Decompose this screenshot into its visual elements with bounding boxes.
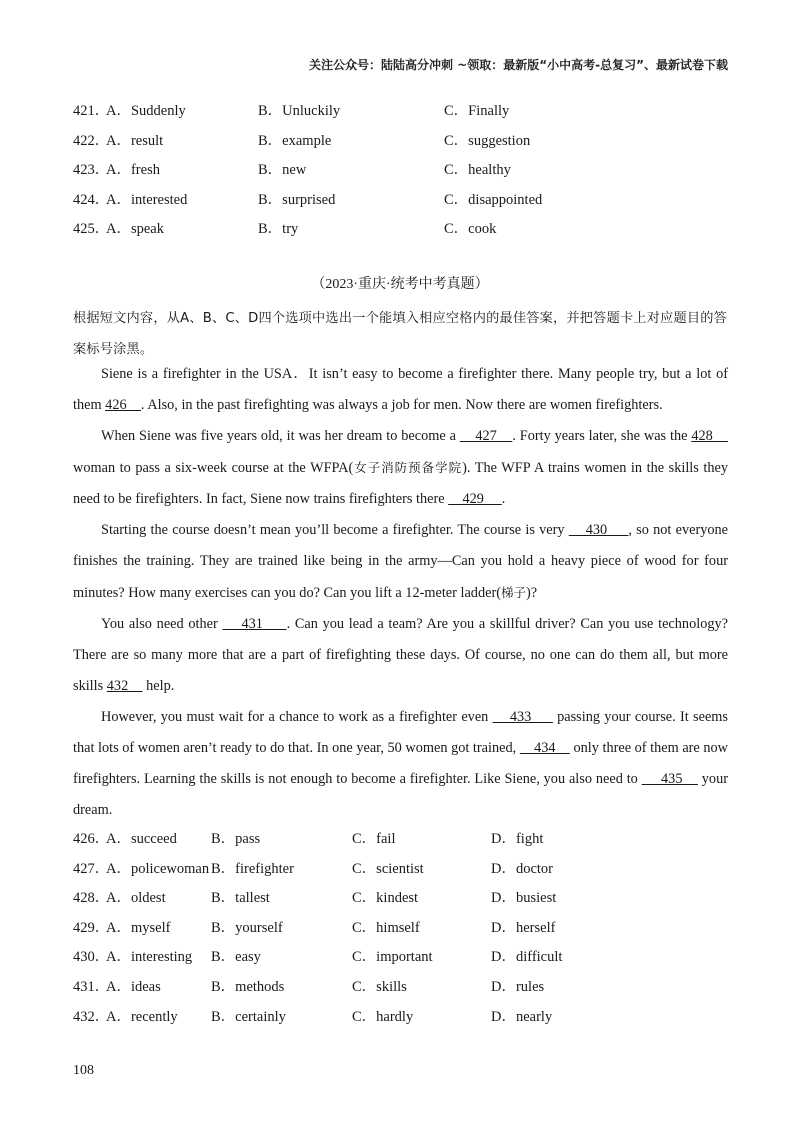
passage-text: You also need other: [101, 616, 223, 632]
option-a: A．Suddenly: [106, 103, 186, 119]
passage-text: passing your course. It seems that lots of women aren’t ready to do that. In one year, 50 women got trained,: [73, 709, 728, 756]
passage-text: Starting the course doesn’t mean you’ll become a firefighter. The course is very: [101, 522, 569, 538]
passage-text: help.: [142, 678, 175, 694]
option-d: D．nearly: [491, 1008, 553, 1025]
section-instructions: 根据短文内容，从A、B、C、D四个选项中选出一个能填入相应空格内的最佳答案，并把答题卡上对应题目的答案标号涂黑。: [73, 311, 728, 357]
passage-text: , so not everyone finishes the training. They are trained like being in the army—Can you hold a heavy piece of wood for four minutes? How many exercises can you do? Can you lift a 12-meter ladder(: [73, 522, 729, 601]
option-a: A．policewoman: [106, 860, 210, 877]
passage-text: only three of them are now firefighters. Learning the skills is not enough to become a firefighter. Like Siene, you also need to: [73, 740, 728, 787]
option-a: A．result: [106, 132, 164, 149]
question-number: 428．: [73, 890, 110, 907]
option-a: A．myself: [106, 919, 171, 936]
option-c: C．disappointed: [444, 191, 543, 208]
option-d: D．difficult: [491, 949, 563, 966]
option-c: C．hardly: [352, 1008, 414, 1025]
blank-426: 426: [105, 397, 141, 413]
option-b: B．methods: [211, 978, 285, 995]
option-c: C．Finally: [444, 103, 510, 119]
option-d: D．rules: [491, 978, 545, 995]
question-number: 422．: [73, 132, 110, 149]
passage-paragraph-3: [73, 515, 728, 609]
option-a: A．speak: [106, 221, 164, 238]
option-d: D．busiest: [491, 890, 557, 907]
blank-427: 427: [459, 428, 513, 444]
question-number: 430．: [73, 949, 110, 966]
passage-text: However, you must wait for a chance to work as a firefighter even: [101, 709, 493, 725]
option-b: B．certainly: [211, 1008, 286, 1025]
question-number: 429．: [73, 919, 110, 936]
passage-text: woman to pass a six-week course at the WFPA(: [73, 460, 354, 476]
passage-text: your dream.: [73, 771, 728, 818]
blank-431: 431: [222, 616, 287, 632]
option-c: C．himself: [352, 919, 420, 936]
passage-text: )?: [526, 585, 538, 601]
passage-paragraph-4: [73, 609, 728, 702]
passage-paragraph-5: [73, 702, 728, 826]
blank-430: 430: [568, 522, 629, 538]
question-number: 426．: [73, 831, 110, 847]
option-a: A．recently: [106, 1008, 178, 1025]
passage-text: .: [501, 491, 506, 507]
page-number: 108: [73, 1063, 94, 1078]
option-a: A．interesting: [106, 949, 193, 966]
passage-text: . Can you lead a team? Are you a skillful driver? Can you use technology? There are so many more that are a part of firefighting these days. Of course, no one can do them all, but more skills: [73, 616, 728, 694]
passage-text: When Siene was five years old, it was her dream to become a: [101, 428, 460, 444]
option-d: D．herself: [491, 919, 556, 936]
question-number: 424．: [73, 191, 110, 208]
option-b: B．easy: [211, 949, 261, 966]
option-b: B．new: [258, 162, 307, 179]
blank-435: 435: [641, 771, 698, 787]
passage-paragraph-1: [73, 359, 728, 421]
option-c: C．healthy: [444, 162, 511, 179]
option-a: A．ideas: [106, 978, 161, 995]
option-a: A．interested: [106, 191, 188, 208]
option-c: C．suggestion: [444, 132, 531, 149]
passage-text: . Also, in the past firefighting was always a job for men. Now there are women firefighters.: [140, 397, 663, 413]
passage-text: Siene is a firefighter in the USA．It isn’t easy to become a firefighter there. Many people try, but a lot of them: [73, 366, 728, 413]
blank-428: 428: [691, 428, 728, 444]
option-c: C．skills: [352, 978, 407, 995]
question-number: 427．: [73, 860, 110, 877]
option-c: C．fail: [352, 831, 396, 847]
page-header: 关注公众号：陆陆高分冲刺 ~领取：最新版“小中高考-总复习”、最新试卷下载: [309, 58, 728, 72]
option-b: B．surprised: [258, 191, 336, 208]
question-number: 421．: [73, 103, 110, 119]
chinese-gloss: 梯子: [500, 585, 526, 600]
option-d: D．doctor: [491, 860, 554, 877]
question-number: 423．: [73, 162, 110, 179]
blank-432: 432: [106, 678, 143, 694]
section-title: （2023·重庆·统考中考真题）: [311, 277, 489, 292]
option-b: B．firefighter: [211, 860, 294, 877]
chinese-gloss: 女子消防预备学院: [353, 460, 463, 475]
option-b: B．pass: [211, 831, 261, 847]
option-d: D．fight: [491, 831, 544, 847]
option-a: A．oldest: [106, 890, 166, 907]
option-b: B．example: [258, 132, 332, 149]
question-number: 425．: [73, 221, 110, 238]
passage-paragraph-2: [73, 421, 728, 515]
passage-text: ). The WFP A trains women in the skills they need to be firefighters. In fact, Siene now trains firefighters there: [73, 460, 728, 507]
option-c: C．important: [352, 949, 433, 966]
question-number: 431．: [73, 978, 110, 995]
option-b: B．Unluckily: [258, 103, 341, 119]
option-c: C．kindest: [352, 890, 419, 907]
option-c: C．scientist: [352, 860, 424, 877]
blank-433: 433: [492, 709, 553, 725]
blank-434: 434: [519, 740, 570, 756]
option-a: A．fresh: [106, 162, 160, 179]
passage-text: . Forty years later, she was the: [512, 428, 692, 444]
reading-passage: [73, 359, 728, 826]
question-number: 432．: [73, 1008, 110, 1025]
option-c: C．cook: [444, 221, 497, 238]
blank-429: 429: [448, 491, 502, 507]
option-b: B．try: [258, 221, 299, 238]
option-a: A．succeed: [106, 831, 177, 847]
option-b: B．yourself: [211, 919, 283, 936]
option-b: B．tallest: [211, 890, 270, 907]
